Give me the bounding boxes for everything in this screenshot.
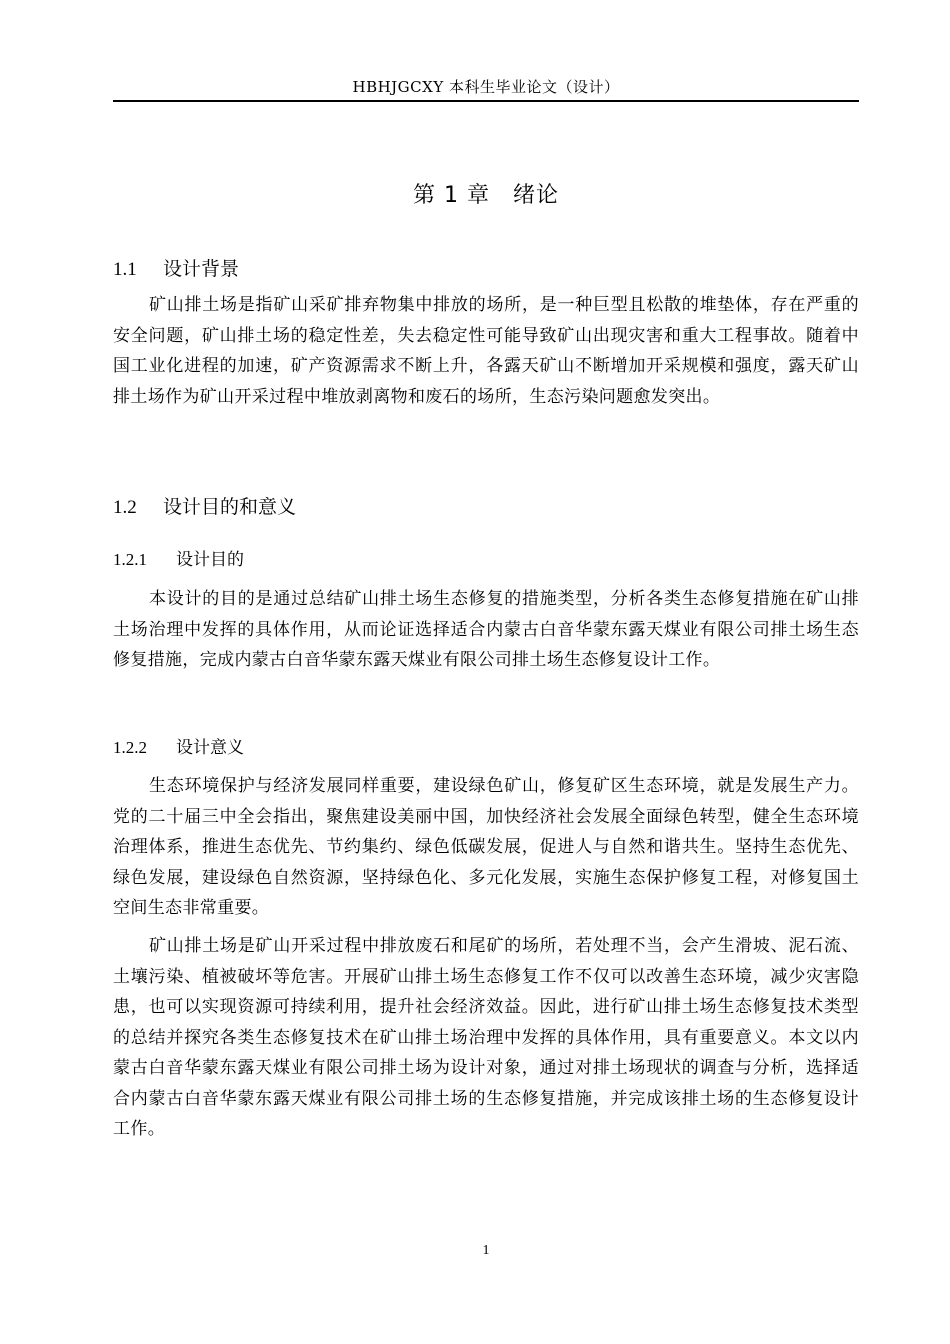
- page-number: 1: [482, 1243, 490, 1258]
- chapter-title: 第 1 章 绪论: [413, 183, 559, 208]
- subsection-number: 1.2.2: [113, 738, 147, 757]
- body-paragraph: 矿山排土场是矿山开采过程中排放废石和尾矿的场所，若处理不当，会产生滑坡、泥石流、土壤污染、植被破坏等危害。开展矿山排土场生态修复工作不仅可以改善生态环境，减少灾害隐患，也可以实现资源可持续利用，提升社会经济效益。因此，进行矿山排土场生态修复技术类型的总结并探究各类生态修复技术在矿山排土场治理中发挥的具体作用，具有重要意义。本文以内蒙古白音华蒙东露天煤业有限公司排土场为设计对象，通过对排土场现状的调查与分析，选择适合内蒙古白音华蒙东露天煤业有限公司排土场的生态修复措施，并完成该排土场的生态修复设计工作。: [113, 936, 859, 1139]
- header-rule: [113, 100, 859, 102]
- body-paragraph: 生态环境保护与经济发展同样重要，建设绿色矿山，修复矿区生态环境，就是发展生产力。党的二十届三中全会指出，聚焦建设美丽中国，加快经济社会发展全面绿色转型，健全生态环境治理体系，推进生态优先、节约集约、绿色低碳发展，促进人与自然和谐共生。坚持生态优先、绿色发展，建设绿色自然资源，坚持绿色化、多元化发展，实施生态保护修复工程，对修复国土空间生态非常重要。: [113, 776, 859, 918]
- section-heading-1-2: [113, 492, 296, 519]
- subsection-title: 设计目的: [176, 550, 244, 570]
- section-number: 1.2: [113, 497, 137, 518]
- section-title: 设计目的和意义: [163, 496, 297, 518]
- body-paragraph: 矿山排土场是指矿山采矿排弃物集中排放的场所，是一种巨型且松散的堆垫体，存在严重的安全问题，矿山排土场的稳定性差，失去稳定性可能导致矿山出现灾害和重大工程事故。随着中国工业化进程的加速，矿产资源需求不断上升，各露天矿山不断增加开采规模和强度，露天矿山排土场作为矿山开采过程中堆放剥离物和废石的场所，生态污染问题愈发突出。: [113, 295, 859, 407]
- body-paragraph: 本设计的目的是通过总结矿山排土场生态修复的措施类型，分析各类生态修复措施在矿山排土场治理中发挥的具体作用，从而论证选择适合内蒙古白音华蒙东露天煤业有限公司排土场生态修复措施，完成内蒙古白音华蒙东露天煤业有限公司排土场生态修复设计工作。: [113, 589, 859, 670]
- running-header: HBHJGCXY 本科生毕业论文（设计）: [352, 78, 620, 96]
- section-heading-1-1: [113, 254, 239, 281]
- section-title: 设计背景: [163, 258, 240, 280]
- subsection-heading-1-2-2: [113, 733, 244, 758]
- subsection-title: 设计意义: [176, 738, 244, 758]
- subsection-number: 1.2.1: [113, 550, 147, 569]
- subsection-heading-1-2-1: [113, 545, 244, 570]
- section-number: 1.1: [113, 259, 137, 280]
